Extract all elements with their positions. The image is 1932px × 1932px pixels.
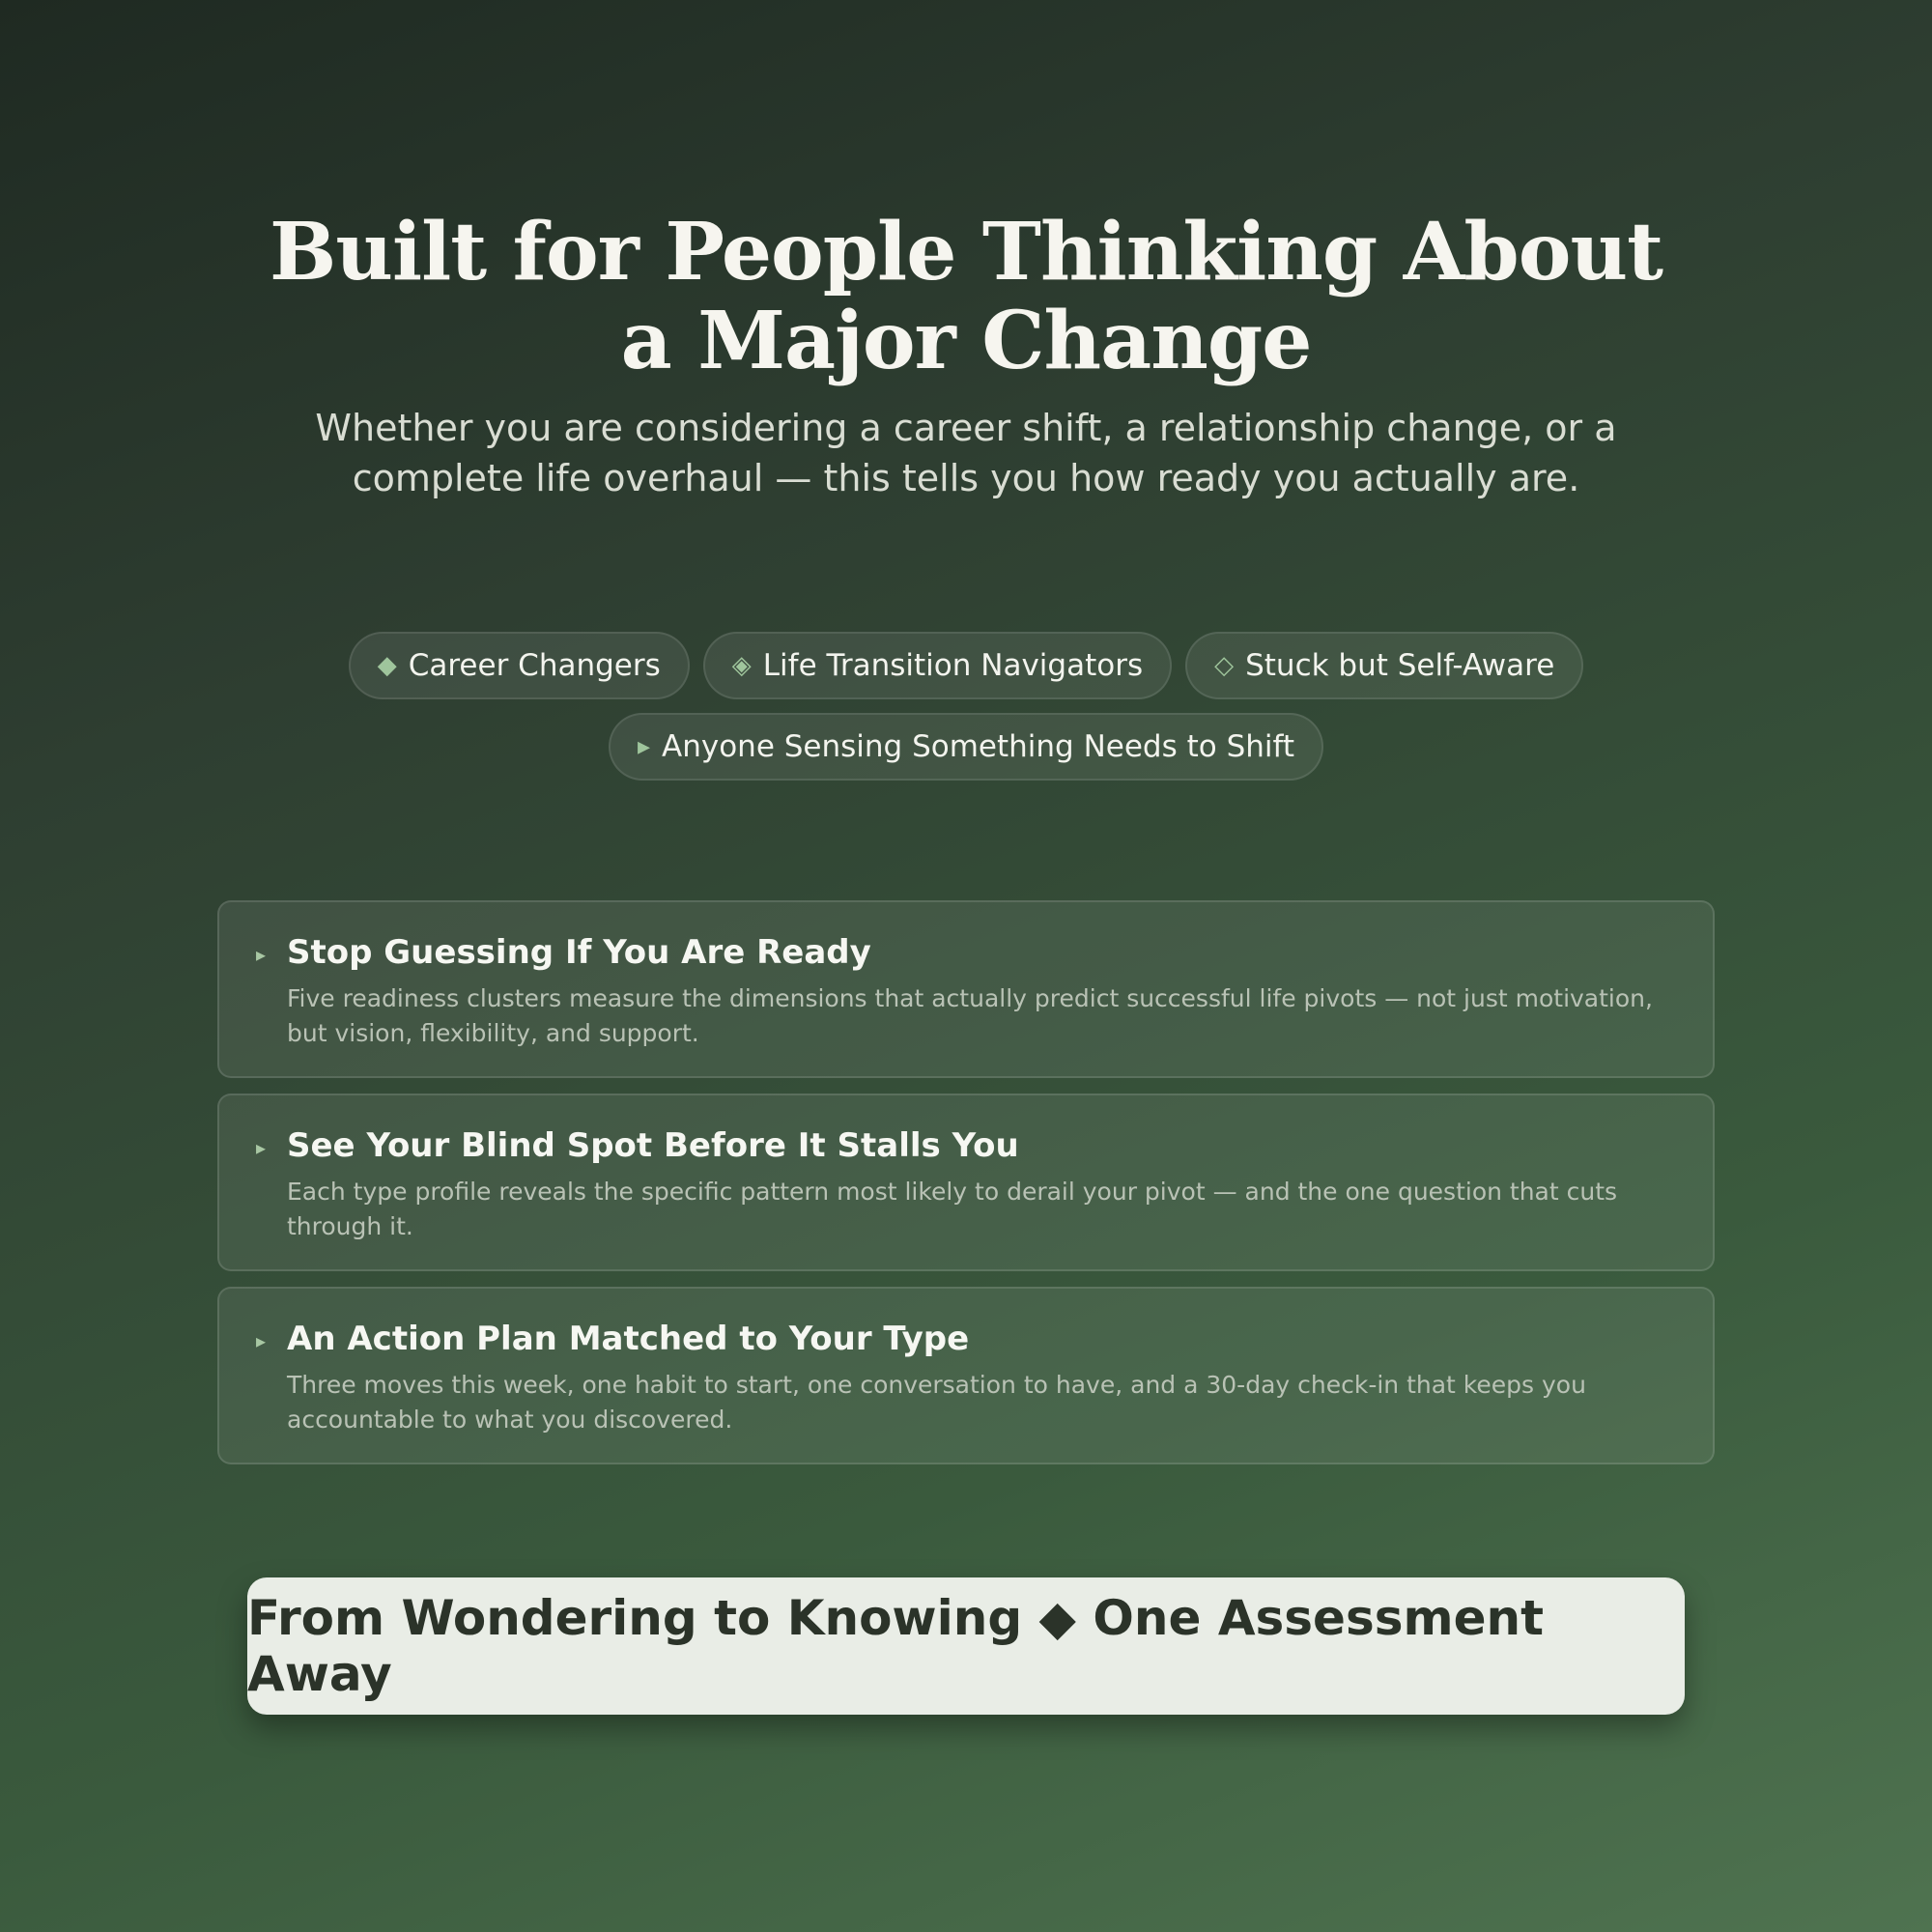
feature-card-title: Stop Guessing If You Are Ready bbox=[287, 933, 871, 972]
triangle-right-icon: ▸ bbox=[256, 943, 267, 966]
feature-card-title: See Your Blind Spot Before It Stalls You bbox=[287, 1126, 1019, 1165]
feature-card-title: An Action Plan Matched to Your Type bbox=[287, 1320, 970, 1358]
triangle-right-icon: ▸ bbox=[637, 732, 650, 761]
pill-label: Career Changers bbox=[408, 648, 661, 683]
pill-label: Anyone Sensing Something Needs to Shift bbox=[662, 729, 1295, 764]
pill-label: Stuck but Self-Aware bbox=[1245, 648, 1555, 683]
audience-pill-list bbox=[242, 632, 1690, 781]
cta-button[interactable]: From Wondering to Knowing ◆ One Assessment Away bbox=[247, 1577, 1685, 1715]
triangle-right-icon: ▸ bbox=[256, 1136, 267, 1159]
pill-label: Life Transition Navigators bbox=[762, 648, 1144, 683]
feature-card-list bbox=[217, 900, 1715, 1480]
diamond-filled-icon: ◆ bbox=[377, 651, 397, 680]
hero-section bbox=[0, 208, 1932, 503]
pill-life-transition-navigators[interactable] bbox=[703, 632, 1172, 699]
page-title: Built for People Thinking About a Major Change bbox=[270, 206, 1662, 387]
diamond-hollow-icon: ◇ bbox=[1214, 651, 1235, 680]
feature-card-stop-guessing bbox=[217, 900, 1715, 1078]
pill-career-changers[interactable] bbox=[349, 632, 690, 699]
pill-stuck-but-self-aware[interactable] bbox=[1185, 632, 1583, 699]
diamond-outlined-icon: ◈ bbox=[731, 651, 752, 680]
pill-anyone-sensing-shift[interactable] bbox=[609, 713, 1323, 781]
feature-card-action-plan bbox=[217, 1287, 1715, 1464]
page-subtitle: Whether you are considering a career shift, a relationship change, or a complete life overhaul — this tells you how ready you actually are. bbox=[315, 407, 1617, 499]
triangle-right-icon: ▸ bbox=[256, 1329, 267, 1352]
feature-card-blind-spot bbox=[217, 1094, 1715, 1271]
feature-card-description: Three moves this week, one habit to start, one conversation to have, and a 30-day check-in that keeps you accountable to what you discovered. bbox=[287, 1371, 1586, 1434]
feature-card-description: Each type profile reveals the specific pattern most likely to derail your pivot — and the one question that cuts through it. bbox=[287, 1178, 1618, 1240]
feature-card-description: Five readiness clusters measure the dimensions that actually predict successful life pivots — not just motivation, but vision, flexibility, and support. bbox=[287, 984, 1653, 1047]
